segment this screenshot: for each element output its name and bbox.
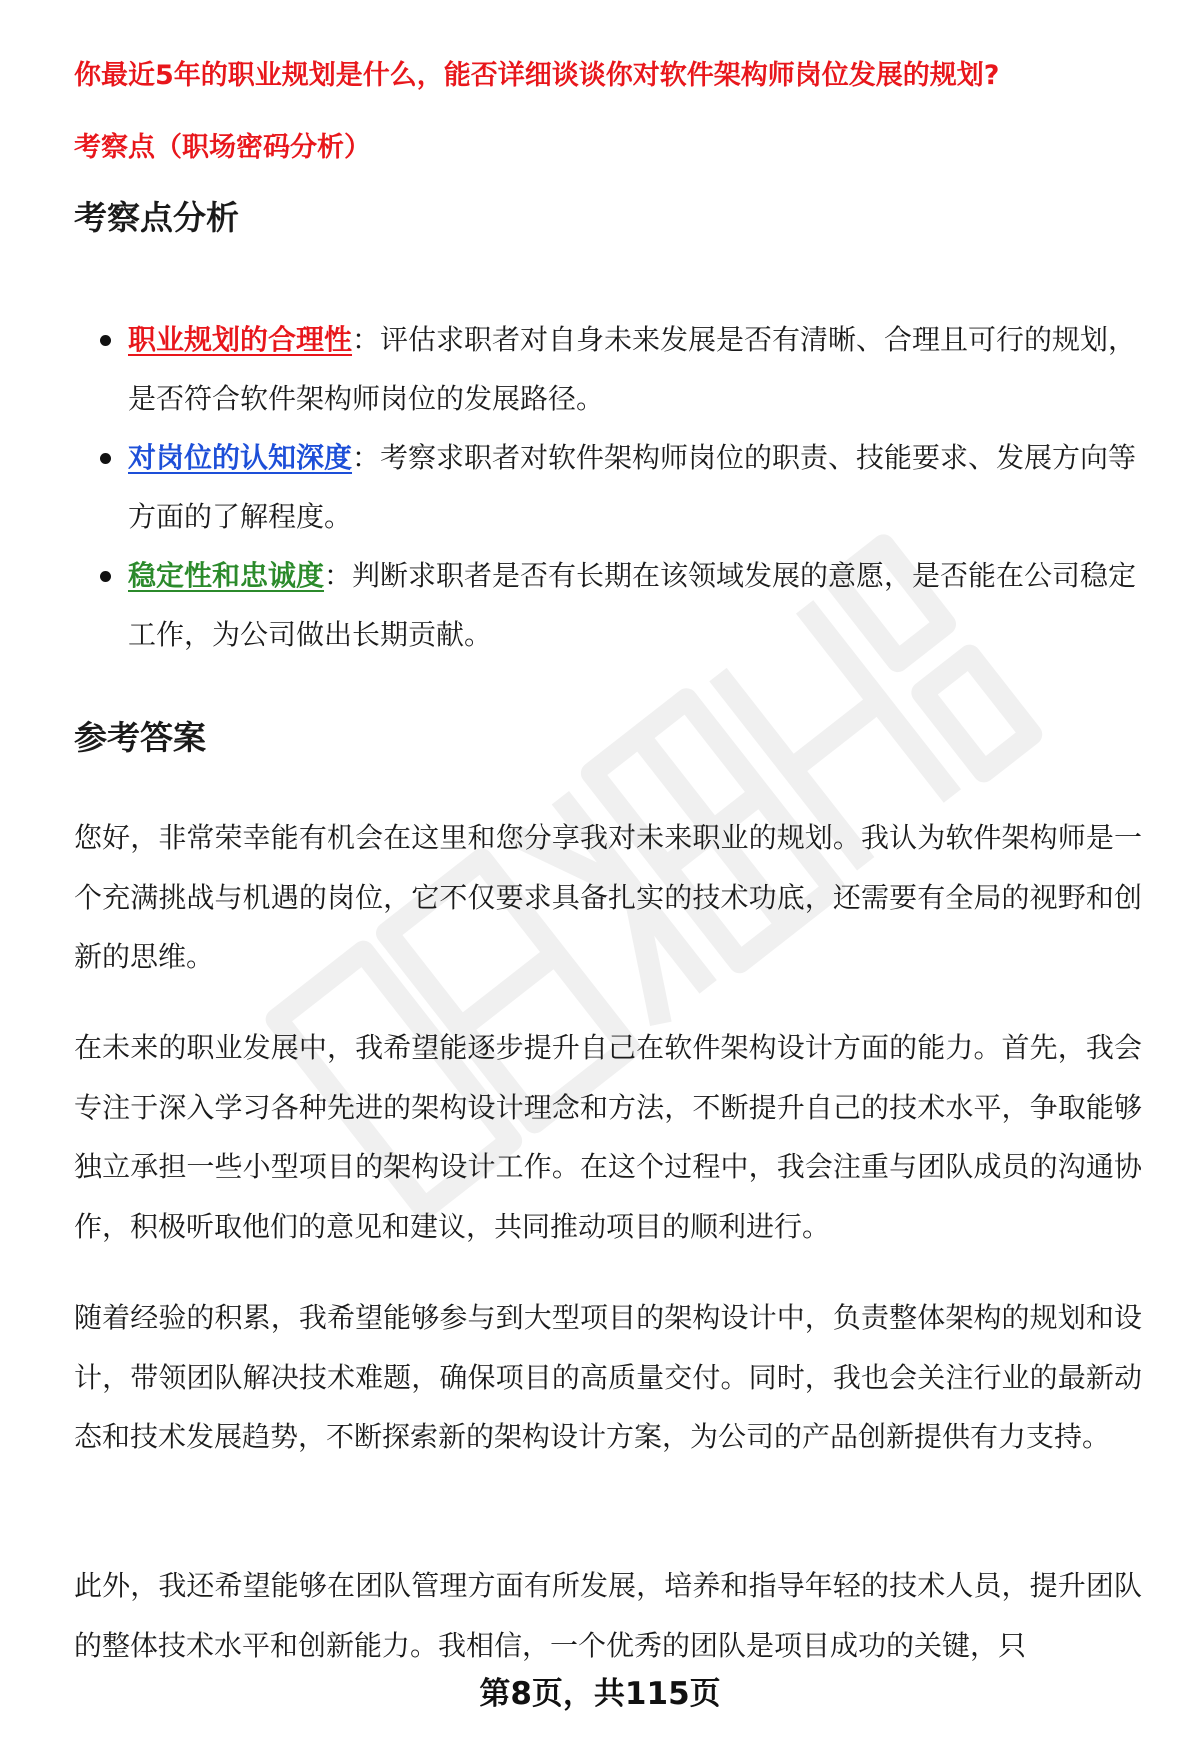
answer-paragraph: 在未来的职业发展中，我希望能逐步提升自己在软件架构设计方面的能力。首先，我会专注于深入学习各种先进的架构设计理念和方法，不断提升自己的技术水平，争取能够独立承担一些小型项目的架构设计工作。在这个过程中，我会注重与团队成员的沟通协作，积极听取他们的意见和建议，共同推动项目的顺利进行。 bbox=[74, 1031, 1142, 1243]
answer-paragraph: 随着经验的积累，我希望能够参与到大型项目的架构设计中，负责整体架构的规划和设计，带领团队解决技术难题，确保项目的高质量交付。同时，我也会关注行业的最新动态和技术发展趋势，不断探索新的架构设计方案，为公司的产品创新提供有力支持。 bbox=[74, 1301, 1142, 1453]
analysis-heading: 考察点分析 bbox=[74, 198, 239, 237]
list-item bbox=[74, 428, 1144, 546]
answer-paragraph: 您好，非常荣幸能有机会在这里和您分享我对未来职业的规划。我认为软件架构师是一个充满挑战与机遇的岗位，它不仅要求具备扎实的技术功底，还需要有全局的视野和创新的思维。 bbox=[74, 821, 1142, 973]
analysis-term: 职业规划的合理性 bbox=[128, 323, 353, 356]
term-separator: ： bbox=[324, 559, 353, 592]
answer-paragraph: 此外，我还希望能够在团队管理方面有所发展，培养和指导年轻的技术人员，提升团队的整体技术水平和创新能力。我相信，一个优秀的团队是项目成功的关键，只 bbox=[74, 1569, 1142, 1662]
question-title: 你最近5年的职业规划是什么，能否详细谈谈你对软件架构师岗位发展的规划? bbox=[74, 60, 1000, 91]
analysis-term: 稳定性和忠诚度 bbox=[128, 559, 325, 592]
analysis-term: 对岗位的认知深度 bbox=[128, 441, 353, 474]
term-separator: ： bbox=[352, 323, 381, 356]
bullet-icon bbox=[100, 335, 111, 346]
analysis-list bbox=[74, 310, 1144, 664]
page-number: 第8页，共115页 bbox=[479, 1676, 721, 1712]
analysis-text: 考察求职者对软件架构师岗位的职责、技能要求、发展方向等方面的了解程度。 bbox=[128, 441, 1137, 533]
question-subtitle: 考察点（职场密码分析） bbox=[74, 132, 371, 163]
bullet-icon bbox=[100, 571, 111, 582]
analysis-text: 评估求职者对自身未来发展是否有清晰、合理且可行的规划，是否符合软件架构师岗位的发展路径。 bbox=[128, 323, 1137, 415]
bullet-icon bbox=[100, 453, 111, 464]
list-item bbox=[74, 546, 1144, 664]
list-item bbox=[74, 310, 1144, 428]
analysis-text: 判断求职者是否有长期在该领域发展的意愿，是否能在公司稳定工作，为公司做出长期贡献。 bbox=[128, 559, 1137, 651]
answer-heading: 参考答案 bbox=[74, 718, 206, 757]
term-separator: ： bbox=[352, 441, 381, 474]
